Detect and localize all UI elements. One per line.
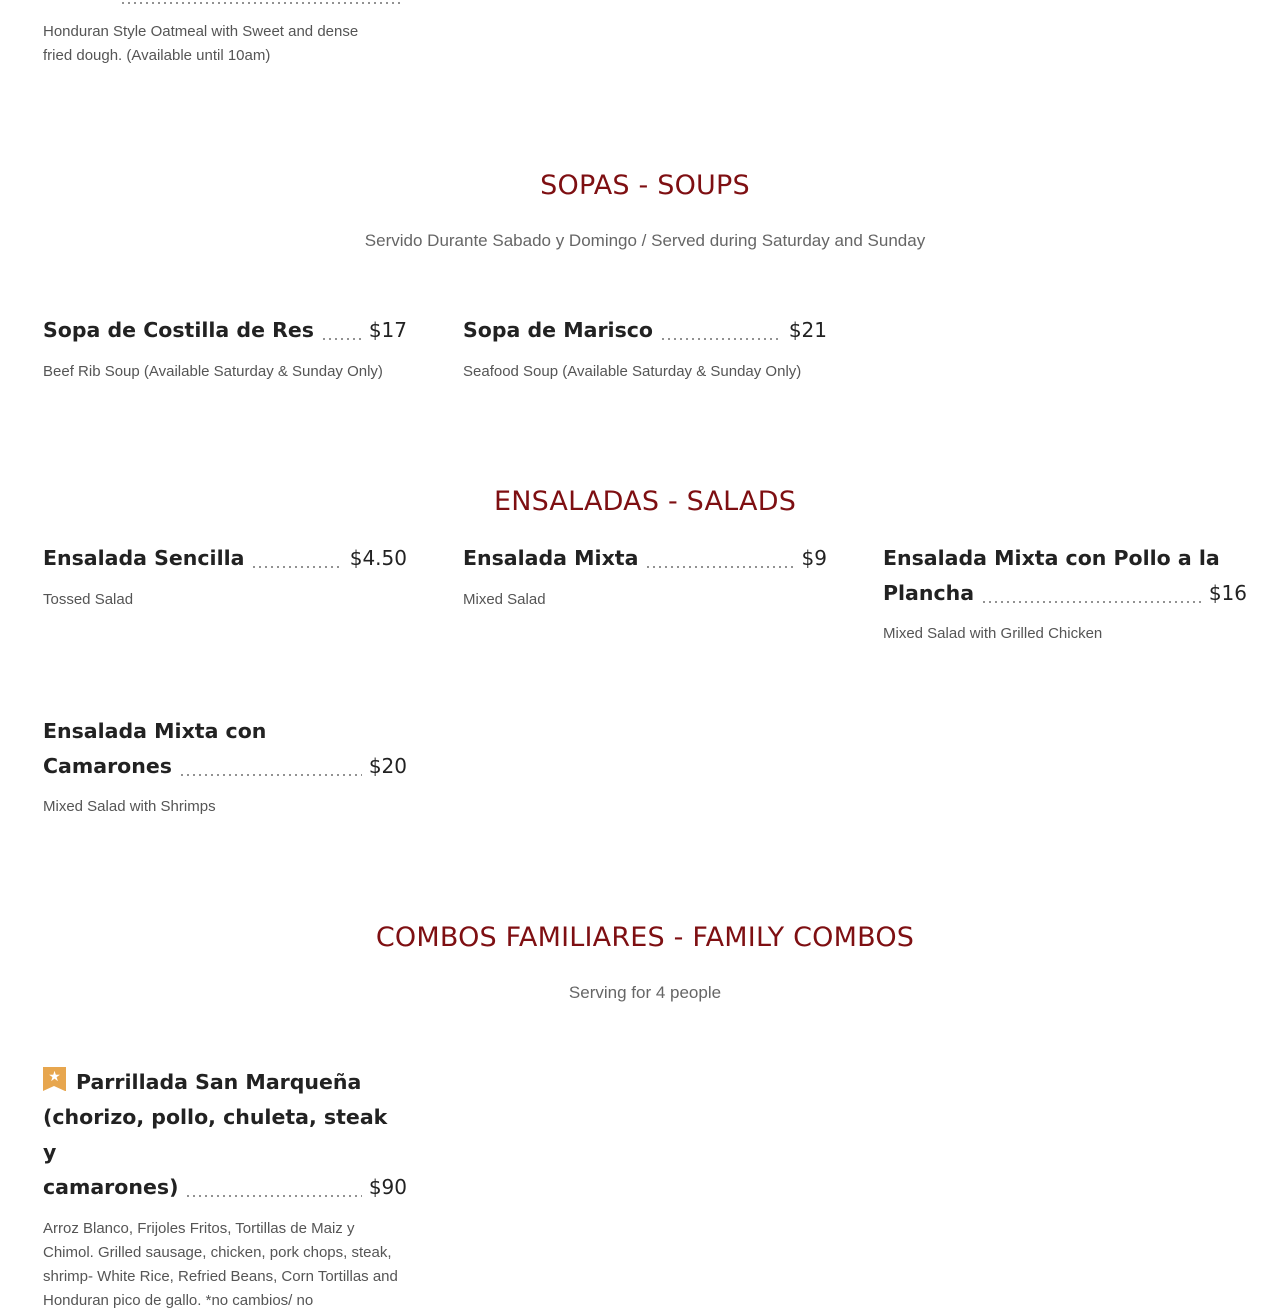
item-price: $17 bbox=[368, 318, 407, 342]
section-subtitle-soups: Servido Durante Sabado y Domingo / Served during Saturday and Sunday bbox=[364, 231, 926, 250]
item-price: $16 bbox=[1208, 581, 1247, 605]
item-description: Beef Rib Soup (Available Saturday & Sunday Only) bbox=[43, 363, 383, 380]
menu-item-sopa-costilla bbox=[43, 313, 407, 384]
item-name-line1: Parrillada San Marqueña bbox=[76, 1070, 362, 1094]
item-description: Honduran Style Oatmeal with Sweet and dense fried dough. (Available until 10am) bbox=[43, 23, 359, 64]
item-description: Tossed Salad bbox=[43, 591, 134, 608]
item-price: $20 bbox=[368, 754, 407, 778]
item-name-line2: Camarones bbox=[43, 754, 172, 778]
item-price: $9 bbox=[801, 546, 827, 570]
leader-dots bbox=[645, 566, 794, 568]
section-title-combos: COMBOS FAMILIARES - FAMILY COMBOS bbox=[375, 922, 915, 953]
item-name: Ensalada Mixta bbox=[463, 546, 639, 570]
item-description: Arroz Blanco, Frijoles Fritos, Tortillas de Maiz y Chimol. Grilled sausage, chicken, pork chops, steak, shrimp- White Rice, Refried Beans, Corn Tortillas and Honduran pico de gallo. *no cambios/ no bbox=[43, 1220, 398, 1309]
item-name: Ensalada Sencilla bbox=[43, 546, 245, 570]
item-description: Seafood Soup (Available Saturday & Sunday Only) bbox=[463, 363, 802, 380]
leader-dots bbox=[981, 601, 1202, 603]
item-name-line3: camarones) bbox=[43, 1175, 179, 1199]
menu-item-sopa-marisco bbox=[463, 313, 827, 384]
item-name: Sopa de Costilla de Res bbox=[43, 318, 314, 342]
menu-item-ensalada-mixta bbox=[463, 541, 827, 612]
section-subtitle-combos: Serving for 4 people bbox=[568, 983, 722, 1002]
section-title-soups: SOPAS - SOUPS bbox=[540, 170, 750, 201]
menu-item-parrillada bbox=[43, 1065, 407, 1313]
item-name: Sopa de Marisco bbox=[463, 318, 654, 342]
leader-dots bbox=[185, 1195, 361, 1197]
menu-item-ensalada-pollo bbox=[883, 541, 1247, 646]
item-name-line2: (chorizo, pollo, chuleta, steak y bbox=[43, 1105, 388, 1164]
item-name-line1: Ensalada Mixta con bbox=[43, 719, 267, 743]
cutoff-item-header bbox=[43, 0, 407, 6]
item-description: Mixed Salad with Grilled Chicken bbox=[883, 625, 1103, 642]
menu-item-ensalada-sencilla bbox=[43, 541, 407, 612]
item-name-line2: Plancha bbox=[883, 581, 975, 605]
item-description: Mixed Salad bbox=[463, 591, 546, 608]
item-description: Mixed Salad with Shrimps bbox=[43, 798, 216, 815]
leader-dots bbox=[251, 566, 342, 568]
item-name-line1: Ensalada Mixta con Pollo a la bbox=[883, 546, 1220, 570]
leader-dots bbox=[660, 338, 782, 340]
section-title-salads: ENSALADAS - SALADS bbox=[493, 486, 797, 517]
item-price: $21 bbox=[788, 318, 827, 342]
menu-item-ensalada-camarones bbox=[43, 714, 407, 819]
leader-dots bbox=[321, 338, 362, 340]
leader-dots bbox=[179, 774, 362, 776]
item-price: $90 bbox=[368, 1175, 407, 1199]
item-price: $4.50 bbox=[349, 546, 407, 570]
leader-dots bbox=[120, 2, 400, 4]
star-badge-icon: ★ bbox=[43, 1067, 66, 1091]
